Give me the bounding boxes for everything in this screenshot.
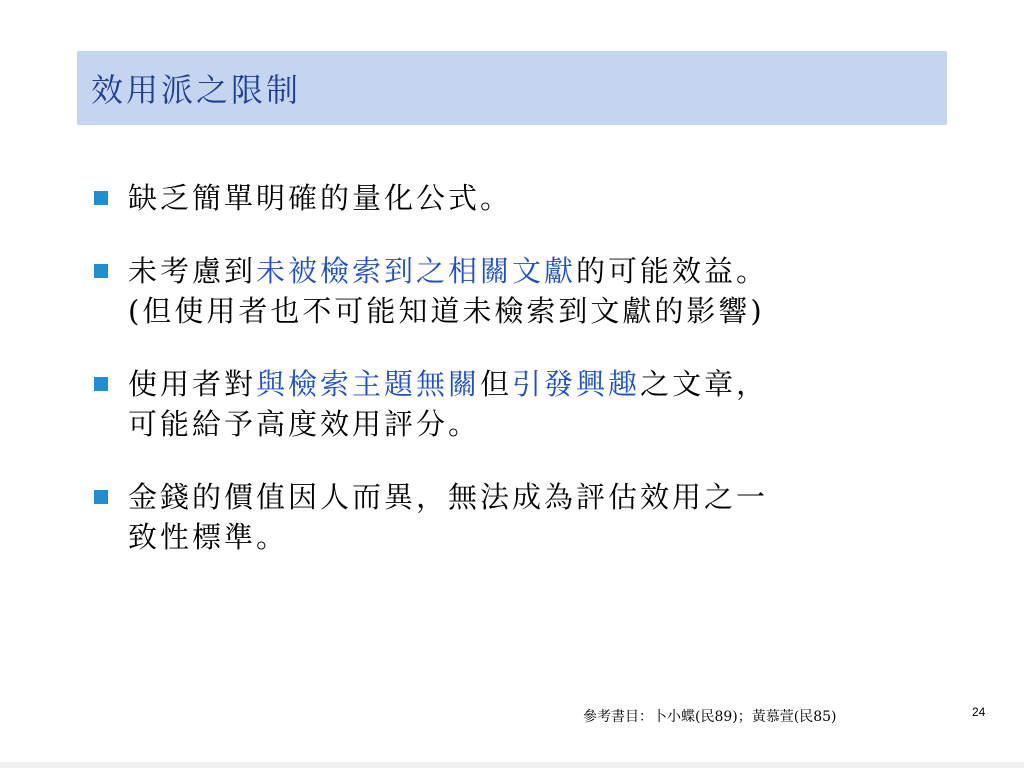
bullet-item: [92, 178, 932, 218]
bullet-item: [92, 364, 932, 444]
bullet-text: 金錢的價值因人而異，無法成為評估效用之一: [128, 480, 769, 514]
bullet-text: 未考慮到: [128, 254, 257, 288]
bullet-list: [92, 178, 932, 557]
bullet-text: 但: [480, 367, 513, 401]
bullet-item: [92, 251, 932, 331]
square-bullet-icon: [94, 490, 108, 504]
bullet-continuation: 致性標準。: [128, 520, 289, 554]
highlighted-text: 未被檢索到之相關文獻: [256, 254, 577, 288]
bullet-text: 使用者對: [128, 367, 257, 401]
bullet-continuation: (但使用者也不可能知道未檢索到文獻的影響): [128, 294, 765, 328]
highlighted-text: 引發興趣: [512, 367, 641, 401]
slide-title: 效用派之限制: [91, 71, 302, 109]
bullet-text: 缺乏簡單明確的量化公式。: [128, 181, 513, 215]
bullet-text: 之文章，: [640, 367, 769, 401]
title-bar: [77, 51, 947, 125]
footer-reference: 參考書目：卜小蝶(民89)；黃慕萱(民85): [583, 709, 837, 725]
square-bullet-icon: [94, 377, 108, 391]
square-bullet-icon: [94, 264, 108, 278]
bullet-continuation: 可能給予高度效用評分。: [128, 407, 481, 441]
square-bullet-icon: [94, 191, 108, 205]
highlighted-text: 與檢索主題無關: [256, 367, 481, 401]
bullet-text: 的可能效益。: [576, 254, 769, 288]
page-number: 24: [972, 705, 986, 719]
bullet-item: [92, 477, 932, 557]
bottom-divider: [0, 762, 1024, 768]
